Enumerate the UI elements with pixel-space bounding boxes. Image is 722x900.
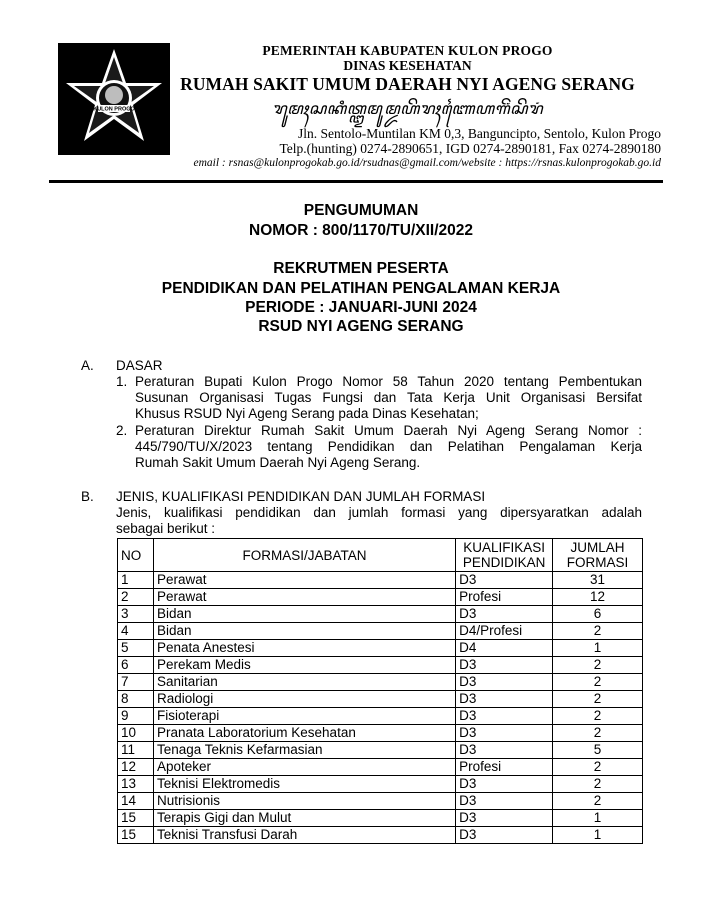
table-row (118, 674, 643, 691)
cell-no: 10 (118, 725, 154, 742)
cell-kualifikasi: D4 (456, 640, 553, 657)
letterhead-phone: Telp.(hunting) 0274-2890651, IGD 0274-2890181, Fax 0274-2890180 (279, 141, 661, 156)
table-row (118, 623, 643, 640)
table-row (118, 691, 643, 708)
section-a-item-1-line-2: Susunan Organisasi Tugas Fungsi dan Tata Kerja Unit Organisasi Bersifat (135, 390, 642, 405)
cell-formasi: Nutrisionis (153, 793, 455, 810)
title-line-2: PENDIDIKAN DAN PELATIHAN PENGALAMAN KERJA (161, 280, 561, 297)
header-kualifikasi (456, 539, 553, 572)
cell-formasi: Bidan (153, 606, 455, 623)
cell-no: 14 (118, 793, 154, 810)
table-row (118, 640, 643, 657)
cell-kualifikasi: D3 (456, 742, 553, 759)
letterhead-javanese-script: ꦫꦸꦩꦃꦱꦏꦶꦠ꧀ꦈꦩꦸꦩ꧀ꦢꦲꦼꦫꦃꦚꦻꦲꦒꦼꦁꦱꦼꦫꦁ (271, 101, 544, 118)
announcement-heading: PENGUMUMAN (303, 202, 419, 219)
table-row (118, 827, 643, 844)
letterhead-government: PEMERINTAH KABUPATEN KULON PROGO (262, 43, 553, 58)
cell-formasi: Perekam Medis (153, 657, 455, 674)
letterhead-address: Jln. Sentolo-Muntilan KM 0,3, Banguncipto, Sentolo, Kulon Progo (298, 126, 661, 141)
section-a-item-2-line-1: Peraturan Direktur Rumah Sakit Umum Daerah Nyi Ageng Serang Nomor : (135, 423, 642, 438)
cell-jumlah: 2 (553, 776, 643, 793)
cell-jumlah: 2 (553, 657, 643, 674)
cell-jumlah: 2 (553, 708, 643, 725)
cell-formasi: Teknisi Elektromedis (153, 776, 455, 793)
cell-no: 3 (118, 606, 154, 623)
table-row (118, 810, 643, 827)
table-row (118, 657, 643, 674)
cell-kualifikasi: D3 (456, 606, 553, 623)
section-a-letter: A. (81, 358, 94, 373)
letterhead-contact: email : rsnas@kulonprogokab.go.id/rsudnas@gmail.com/website : https://rsnas.kulonprogokab.go.id (193, 157, 661, 169)
cell-no: 8 (118, 691, 154, 708)
header-kualifikasi-line-2: PENDIDIKAN (462, 555, 546, 570)
cell-formasi: Penata Anestesi (153, 640, 455, 657)
table-row (118, 742, 643, 759)
formasi-table (117, 538, 643, 844)
cell-jumlah: 2 (553, 759, 643, 776)
cell-kualifikasi: D3 (456, 708, 553, 725)
cell-kualifikasi: D3 (456, 810, 553, 827)
table-row (118, 708, 643, 725)
cell-no: 4 (118, 623, 154, 640)
cell-kualifikasi: Profesi (456, 759, 553, 776)
cell-no: 7 (118, 674, 154, 691)
header-jumlah (553, 539, 643, 572)
section-a-item-2-line-3: Rumah Sakit Umum Daerah Nyi Ageng Serang. (135, 455, 421, 470)
cell-jumlah: 2 (553, 793, 643, 810)
cell-kualifikasi: D3 (456, 572, 553, 589)
cell-no: 15 (118, 810, 154, 827)
cell-jumlah: 6 (553, 606, 643, 623)
cell-kualifikasi: D3 (456, 691, 553, 708)
cell-no: 1 (118, 572, 154, 589)
cell-formasi: Bidan (153, 623, 455, 640)
cell-kualifikasi: D3 (456, 776, 553, 793)
regency-logo (58, 43, 170, 155)
cell-formasi: Perawat (153, 589, 455, 606)
table-row (118, 606, 643, 623)
cell-jumlah: 1 (553, 640, 643, 657)
cell-no: 9 (118, 708, 154, 725)
title-period: PERIODE : JANUARI-JUNI 2024 (245, 299, 477, 316)
header-kualifikasi-line-1: KUALIFIKASI (463, 540, 545, 555)
cell-no: 6 (118, 657, 154, 674)
section-a-item-2-line-2: 445/790/TU/X/2023 tentang Pendidikan dan Pelatihan Pengalaman Kerja (135, 439, 642, 454)
cell-jumlah: 1 (553, 827, 643, 844)
cell-no: 13 (118, 776, 154, 793)
table-row (118, 725, 643, 742)
cell-formasi: Perawat (153, 572, 455, 589)
cell-jumlah: 2 (553, 623, 643, 640)
cell-formasi: Pranata Laboratorium Kesehatan (153, 725, 455, 742)
table-row (118, 589, 643, 606)
cell-kualifikasi: D3 (456, 827, 553, 844)
cell-jumlah: 2 (553, 725, 643, 742)
header-jumlah-line-1: JUMLAH (570, 540, 625, 555)
cell-formasi: Terapis Gigi dan Mulut (153, 810, 455, 827)
cell-formasi: Teknisi Transfusi Darah (153, 827, 455, 844)
cell-jumlah: 12 (553, 589, 643, 606)
cell-jumlah: 2 (553, 691, 643, 708)
list-item-number: 2. (116, 423, 128, 438)
cell-formasi: Tenaga Teknis Kefarmasian (153, 742, 455, 759)
letterhead-hospital: RUMAH SAKIT UMUM DAERAH NYI AGENG SERANG (180, 74, 635, 94)
cell-kualifikasi: D3 (456, 793, 553, 810)
letterhead-department: DINAS KESEHATAN (343, 58, 472, 73)
list-item-number: 1. (116, 374, 128, 389)
letterhead-divider (49, 180, 663, 183)
cell-jumlah: 31 (553, 572, 643, 589)
cell-no: 15 (118, 827, 154, 844)
cell-formasi: Sanitarian (153, 674, 455, 691)
announcement-number: NOMOR : 800/1170/TU/XII/2022 (249, 222, 473, 239)
cell-kualifikasi: D3 (456, 725, 553, 742)
header-formasi: FORMASI/JABATAN (153, 539, 455, 572)
cell-jumlah: 5 (553, 742, 643, 759)
title-hospital: RSUD NYI AGENG SERANG (258, 318, 464, 335)
cell-no: 5 (118, 640, 154, 657)
header-no: NO (118, 539, 154, 572)
cell-no: 11 (118, 742, 154, 759)
table-row (118, 776, 643, 793)
cell-formasi: Apoteker (153, 759, 455, 776)
section-b-intro-line-1: Jenis, kualifikasi pendidikan dan jumlah formasi yang dipersyaratkan adalah (116, 505, 642, 520)
cell-no: 12 (118, 759, 154, 776)
table-row (118, 759, 643, 776)
cell-jumlah: 1 (553, 810, 643, 827)
section-a-item-1-line-1: Peraturan Bupati Kulon Progo Nomor 58 Tahun 2020 tentang Pembentukan (135, 374, 642, 389)
cell-no: 2 (118, 589, 154, 606)
cell-jumlah: 2 (553, 674, 643, 691)
title-line-1: REKRUTMEN PESERTA (273, 260, 449, 277)
header-jumlah-line-2: FORMASI (566, 555, 629, 570)
table-row (118, 572, 643, 589)
cell-formasi: Fisioterapi (153, 708, 455, 725)
section-b-intro-line-2: sebagai berikut : (116, 521, 216, 536)
svg-text:KULON PROGO: KULON PROGO (93, 106, 135, 113)
table-row (118, 793, 643, 810)
cell-kualifikasi: Profesi (456, 589, 553, 606)
table-header-row (118, 539, 643, 572)
cell-kualifikasi: D3 (456, 674, 553, 691)
cell-formasi: Radiologi (153, 691, 455, 708)
cell-kualifikasi: D3 (456, 657, 553, 674)
section-b-heading: JENIS, KUALIFIKASI PENDIDIKAN DAN JUMLAH FORMASI (116, 489, 486, 504)
cell-kualifikasi: D4/Profesi (456, 623, 553, 640)
section-b-letter: B. (81, 489, 94, 504)
section-a-heading: DASAR (116, 358, 163, 373)
section-a-item-1-line-3: Khusus RSUD Nyi Ageng Serang pada Dinas Kesehatan; (135, 406, 479, 421)
